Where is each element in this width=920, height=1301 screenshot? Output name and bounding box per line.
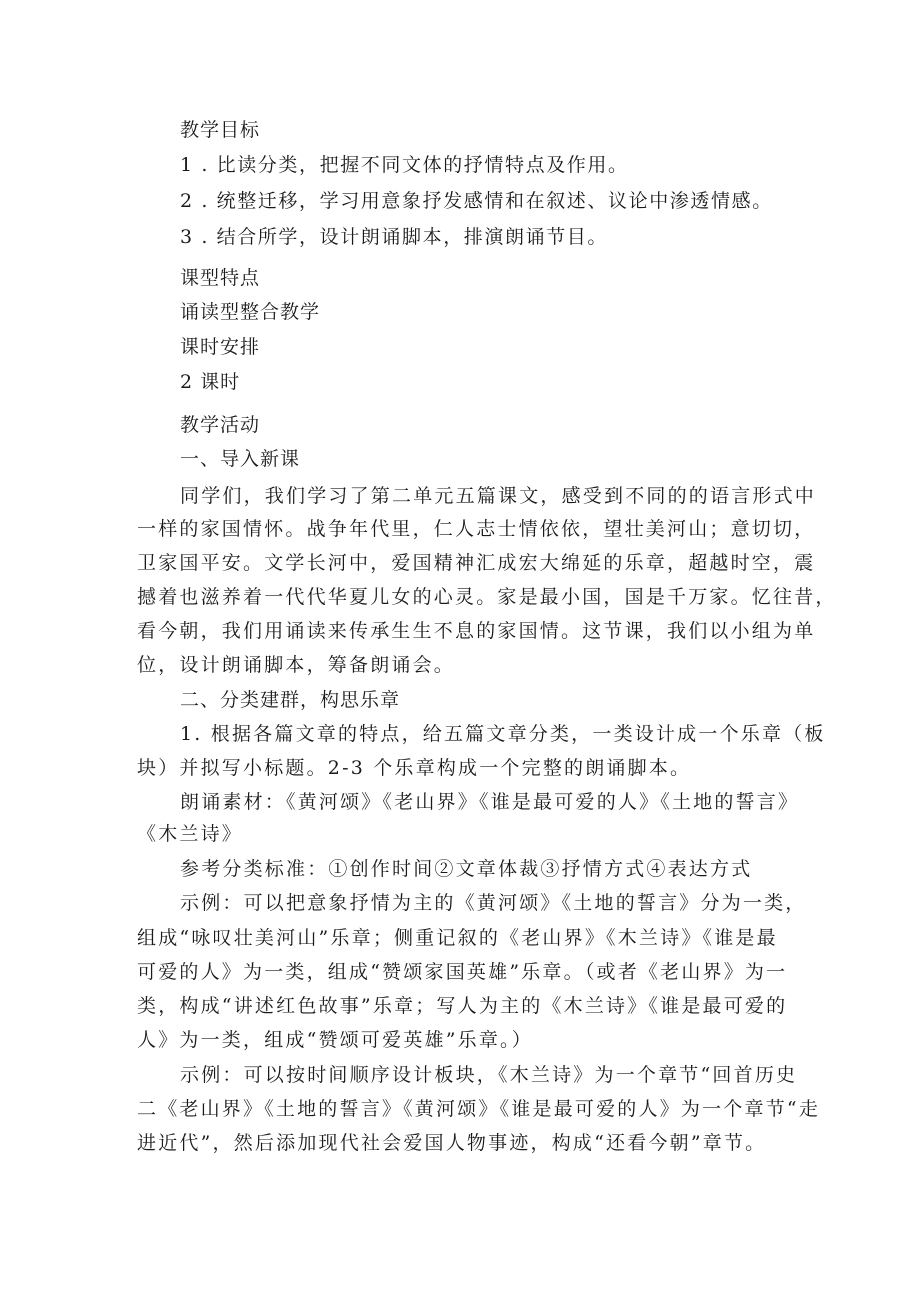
objective-item-1: 1 . 比读分类，把握不同文体的抒情特点及作用。	[180, 154, 629, 176]
schedule-heading: 课时安排	[180, 336, 261, 358]
task-line: 1. 根据各篇文章的特点，给五篇文章分类，一类设计成一个乐章（板	[180, 723, 826, 745]
course-type-value: 诵读型整合教学	[180, 301, 321, 323]
example1-line: 可爱的人》为一类，组成“赞颂家国英雄”乐章。（或者《老山界》为一	[137, 961, 788, 983]
example1-line: 人》为一类，组成“赞颂可爱英雄”乐章。）	[137, 1029, 533, 1051]
activities-heading: 教学活动	[180, 414, 261, 436]
section1-paragraph-line: 同学们，我们学习了第二单元五篇课文，感受到不同的的语言形式中	[180, 485, 817, 507]
objectives-heading: 教学目标	[180, 119, 261, 141]
objective-item-3: 3 . 结合所学，设计朗诵脚本，排演朗诵节目。	[180, 226, 609, 248]
classification-criteria: 参考分类标准：①创作时间②文章体裁③抒情方式④表达方式	[180, 858, 753, 880]
section1-paragraph-line: 看今朝，我们用诵读来传承生生不息的家国情。这节课，我们以小组为单	[137, 620, 816, 642]
course-type-heading: 课型特点	[180, 267, 261, 289]
task-line: 块）并拟写小标题。2-3 个乐章构成一个完整的朗诵脚本。	[137, 757, 692, 779]
section1-paragraph-line: 一样的家国情怀。战争年代里，仁人志士情依依，望壮美河山；意切切，	[137, 518, 816, 540]
objective-item-2: 2 . 统整迁移，学习用意象抒发感情和在叙述、议论中渗透情感。	[180, 190, 773, 212]
example2-line: 进近代”，然后添加现代社会爱国人物事迹，构成“还看今朝”章节。	[137, 1132, 767, 1154]
example1-line: 示例：可以把意象抒情为主的《黄河颂》《土地的誓言》分为一类，	[180, 892, 807, 914]
materials-line: 朗诵素材：《黄河颂》《老山界》《谁是最可爱的人》《土地的誓言》	[180, 791, 800, 813]
materials-line: 《木兰诗》	[137, 823, 244, 845]
example1-line: 组成“咏叹壮美河山”乐章；侧重记叙的《老山界》《木兰诗》《谁是最	[137, 927, 778, 949]
example1-line: 类，构成“讲述红色故事”乐章；写人为主的《木兰诗》《谁是最可爱的	[137, 995, 788, 1017]
example2-line: 二《老山界》《土地的誓言》《黄河颂》《谁是最可爱的人》为一个章节“走	[137, 1098, 821, 1120]
section1-paragraph-line: 卫家国平安。文学长河中，爱国精神汇成宏大绵延的乐章，超越时空，震	[137, 552, 816, 574]
section2-title: 二、分类建群，构思乐章	[180, 689, 401, 711]
example2-line: 示例：可以按时间顺序设计板块，《木兰诗》为一个章节“回首历史	[180, 1064, 798, 1086]
section1-paragraph-line: 位，设计朗诵脚本，筹备朗诵会。	[137, 654, 456, 676]
section1-title: 一、导入新课	[180, 448, 301, 470]
section1-paragraph-line: 撼着也滋养着一代代华夏儿女的心灵。家是最小国，国是千万家。忆往昔，	[137, 586, 837, 608]
schedule-value: 2 课时	[180, 371, 241, 393]
